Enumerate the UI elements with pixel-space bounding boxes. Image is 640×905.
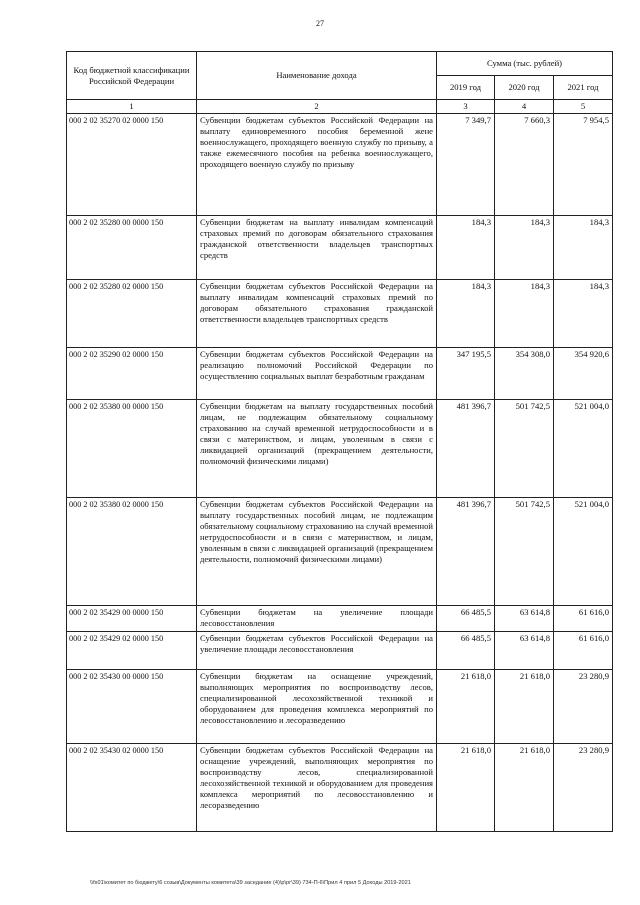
header-year-2019: 2019 год <box>437 76 495 100</box>
revenue-name: Субвенции бюджетам на выплату инвалидам компенсаций страховых премий по договорам обязательного страхования гражданской ответственности владельцев транспортных средств <box>197 216 437 280</box>
budget-code: 000 2 02 35290 02 0000 150 <box>67 348 197 400</box>
budget-code: 000 2 02 35380 02 0000 150 <box>67 498 197 606</box>
amount-2019: 481 396,7 <box>437 400 495 498</box>
file-path-footer: \\fs01\комитет по бюджету\6 созыв\Документы комитета\39 заседание (4)\р\рг\39) 734-П-6\Прил 4 прил 5 Доходы 2019-2021 <box>90 880 411 886</box>
column-number: 1 <box>67 100 197 114</box>
amount-2019: 66 485,5 <box>437 606 495 632</box>
revenue-table <box>66 51 613 832</box>
amount-2020: 21 618,0 <box>495 744 554 832</box>
budget-code: 000 2 02 35429 02 0000 150 <box>67 632 197 670</box>
budget-code: 000 2 02 35280 00 0000 150 <box>67 216 197 280</box>
amount-2020: 354 308,0 <box>495 348 554 400</box>
column-number: 2 <box>197 100 437 114</box>
budget-code: 000 2 02 35380 00 0000 150 <box>67 400 197 498</box>
revenue-name: Субвенции бюджетам субъектов Российской Федерации на реализацию полномочий Российской Федерации по осуществлению социальных выплат безработным гражданам <box>197 348 437 400</box>
amount-2020: 63 614,8 <box>495 606 554 632</box>
amount-2019: 347 195,5 <box>437 348 495 400</box>
header-name: Наименование дохода <box>197 52 437 100</box>
amount-2019: 481 396,7 <box>437 498 495 606</box>
amount-2021: 23 280,9 <box>554 670 613 744</box>
header-code: Код бюджетной классификации Российской Федерации <box>67 52 197 100</box>
revenue-name: Субвенции бюджетам субъектов Российской Федерации на увеличение площади лесовосстановления <box>197 632 437 670</box>
amount-2021: 184,3 <box>554 216 613 280</box>
revenue-name: Субвенции бюджетам субъектов Российской Федерации на выплату государственных пособий лицам, не подлежащим обязательному социальному страхованию на случай временной нетрудоспособности и в связи с материнством, и лицам, уволенным в связи с ликвидацией организаций (прекращением деятельности, полномочий физическими лицами) <box>197 498 437 606</box>
budget-code: 000 2 02 35270 02 0000 150 <box>67 114 197 216</box>
header-year-2021: 2021 год <box>554 76 613 100</box>
amount-2019: 184,3 <box>437 280 495 348</box>
revenue-name: Субвенции бюджетам субъектов Российской Федерации на выплату единовременного пособия беременной жене военнослужащего, проходящего военную службу по призыву, а также ежемесячного пособия на ребенка военнослужащего, проходящего военную службу по призыву <box>197 114 437 216</box>
amount-2020: 21 618,0 <box>495 670 554 744</box>
revenue-name: Субвенции бюджетам субъектов Российской Федерации на выплату инвалидам компенсаций страховых премий по договорам обязательного страхования гражданской ответственности владельцев транспортных средств <box>197 280 437 348</box>
amount-2020: 184,3 <box>495 280 554 348</box>
table-row <box>67 744 613 832</box>
amount-2019: 21 618,0 <box>437 670 495 744</box>
header-sum: Сумма (тыс. рублей) <box>437 52 613 76</box>
table-row <box>67 670 613 744</box>
amount-2019: 66 485,5 <box>437 632 495 670</box>
amount-2020: 501 742,5 <box>495 400 554 498</box>
budget-code: 000 2 02 35430 02 0000 150 <box>67 744 197 832</box>
amount-2020: 501 742,5 <box>495 498 554 606</box>
amount-2021: 61 616,0 <box>554 632 613 670</box>
amount-2020: 63 614,8 <box>495 632 554 670</box>
table-row <box>67 280 613 348</box>
table-row <box>67 348 613 400</box>
amount-2021: 23 280,9 <box>554 744 613 832</box>
amount-2021: 521 004,0 <box>554 400 613 498</box>
column-number: 4 <box>495 100 554 114</box>
amount-2020: 7 660,3 <box>495 114 554 216</box>
amount-2019: 21 618,0 <box>437 744 495 832</box>
amount-2021: 7 954,5 <box>554 114 613 216</box>
budget-code: 000 2 02 35280 02 0000 150 <box>67 280 197 348</box>
table-row <box>67 114 613 216</box>
amount-2021: 61 616,0 <box>554 606 613 632</box>
column-number: 5 <box>554 100 613 114</box>
column-number: 3 <box>437 100 495 114</box>
revenue-name: Субвенции бюджетам на выплату государственных пособий лицам, не подлежащим обязательному социальному страхованию на случай временной нетрудоспособности и в связи с материнством, и лицам, уволенным в связи с ликвидацией организаций (прекращением деятельности, полномочий физическими лицами) <box>197 400 437 498</box>
budget-code: 000 2 02 35430 00 0000 150 <box>67 670 197 744</box>
amount-2021: 521 004,0 <box>554 498 613 606</box>
amount-2020: 184,3 <box>495 216 554 280</box>
table-header <box>67 52 613 114</box>
revenue-name: Субвенции бюджетам на увеличение площади лесовосстановления <box>197 606 437 632</box>
table-row <box>67 400 613 498</box>
header-year-2020: 2020 год <box>495 76 554 100</box>
amount-2021: 354 920,6 <box>554 348 613 400</box>
amount-2019: 184,3 <box>437 216 495 280</box>
page-number: 27 <box>316 19 324 28</box>
revenue-name: Субвенции бюджетам субъектов Российской Федерации на оснащение учреждений, выполняющих мероприятия по воспроизводству лесов, специализированной лесохозяйственной техникой и оборудованием для проведения комплекса мероприятий по лесовосстановлению и лесоразведению <box>197 744 437 832</box>
column-numbering-row <box>67 100 613 114</box>
table-row <box>67 606 613 632</box>
amount-2021: 184,3 <box>554 280 613 348</box>
budget-code: 000 2 02 35429 00 0000 150 <box>67 606 197 632</box>
table-row <box>67 632 613 670</box>
amount-2019: 7 349,7 <box>437 114 495 216</box>
table-row <box>67 216 613 280</box>
revenue-name: Субвенции бюджетам на оснащение учреждений, выполняющих мероприятия по воспроизводству лесов, специализированной лесохозяйственной техникой и оборудованием для проведения комплекса мероприятий по лесовосстановлению и лесоразведению <box>197 670 437 744</box>
table-row <box>67 498 613 606</box>
